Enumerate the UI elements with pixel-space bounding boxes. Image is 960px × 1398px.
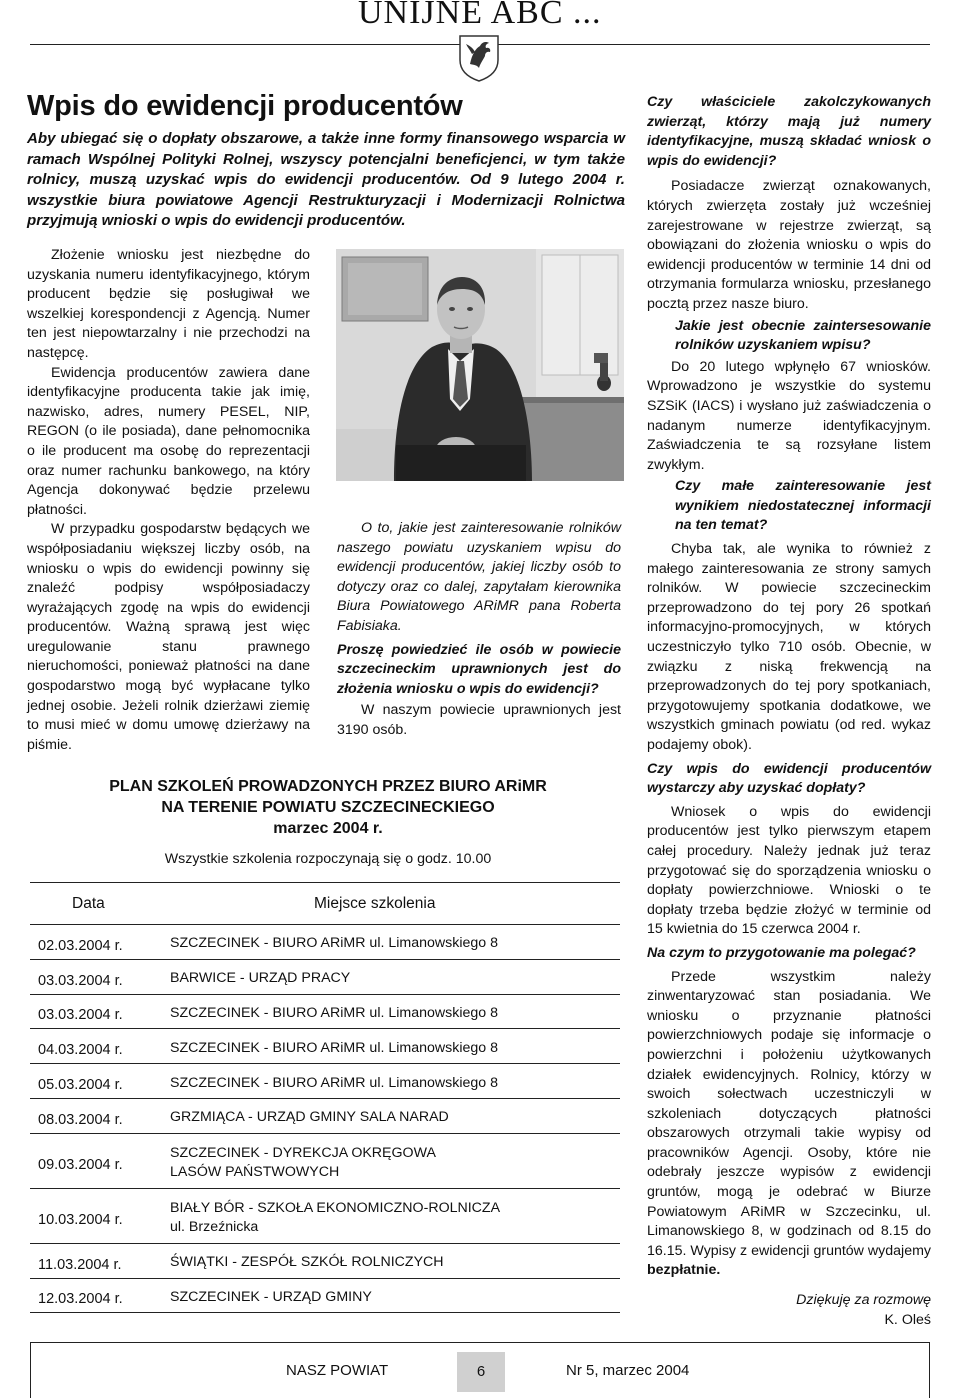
table-header-row <box>30 883 620 925</box>
place-line: SZCZECINEK - DYREKCJA OKRĘGOWA <box>170 1144 436 1161</box>
row-date: 11.03.2004 r. <box>30 1243 166 1278</box>
table-row <box>30 1278 620 1313</box>
column-2 <box>337 519 621 741</box>
author-signature: K. Oleś <box>884 1311 931 1328</box>
row-place <box>166 1278 620 1313</box>
row-date: 03.03.2004 r. <box>30 959 166 994</box>
publication-name: NASZ POWIAT <box>286 1362 389 1379</box>
row-place <box>166 925 620 960</box>
table-row <box>30 994 620 1029</box>
article-lead: Aby ubiegać się o dopłaty obszarowe, a także inne formy finansowego wsparcia w ramach Wspólnej Polityki Rolnej, wszyscy potencjalni beneficjenci, w tym także rolnicy, muszą uzyskać wpis do ewidencji producentów. Od 9 lutego 2004 r. wszystkie biura powiatowe Agencji Restrukturyzacji i Modernizacji Rolnictwa przyjmują wnioski o wpis do ewidencji producentów. <box>27 130 625 229</box>
interview-answer: Do 20 lutego wpłynęło 67 wniosków. Wprowadzono je wszystkie do systemu SZSiK (IACS) i wysłano już zaświadczenia o nadanym numerze identyfikacyjnym. Zaświadczenia te są rozsyłane listem zwykłym. <box>647 358 931 473</box>
row-place <box>166 959 620 994</box>
place-line: LASÓW PAŃSTWOWYCH <box>170 1163 340 1180</box>
interview-answer: Posiadacze zwierząt oznakowanych, których zwierzęta zostały już wcześniej zarejestrowane w rejestrze zwierząt, są obowiązani do złożenia wniosku o wpis do ewidencji producentów w terminie 14 dni od otrzymania formularza wniosku, przesłanego pocztą przez nasze biuro. <box>647 178 931 312</box>
table-row <box>30 1029 620 1064</box>
row-date: 10.03.2004 r. <box>30 1188 166 1243</box>
masthead: UNIJNE ABC ... <box>358 0 602 31</box>
row-place <box>166 1064 620 1099</box>
place-line: ŚWIĄTKI - ZESPÓŁ SZKÓŁ ROLNICZYCH <box>170 1254 444 1271</box>
training-plan-header <box>30 776 626 867</box>
place-line: SZCZECINEK - BIURO ARiMR ul. Limanowskiego 8 <box>170 1004 498 1021</box>
page-number: 6 <box>457 1352 505 1392</box>
plan-subtitle: Wszystkie szkolenia rozpoczynają się o godz. 10.00 <box>164 851 492 867</box>
row-place <box>166 1133 620 1188</box>
interview-intro: O to, jakie jest zainteresowanie rolników naszego powiatu uzyskaniem wpisu do ewidencji producentów, jakiej liczby osób to dotyczy oraz co dalej, zapytałam kierownika Biura Powiatowego ARiMR pana Roberta Fabisiaka. <box>337 520 621 634</box>
interview-question: Jakie jest obecnie zaintersesowanie rolników uzyskaniem wpisu? <box>675 317 931 354</box>
table-row <box>30 1188 620 1243</box>
column-header-date: Data <box>30 883 166 925</box>
place-line: BIAŁY BÓR - SZKOŁA EKONOMICZNO-ROLNICZA <box>170 1199 501 1216</box>
table-row <box>30 1133 620 1188</box>
plan-title-line: PLAN SZKOLEŃ PROWADZONYCH PRZEZ BIURO ARiMR <box>109 778 547 795</box>
place-line: ul. Brzeźnicka <box>170 1218 259 1235</box>
interview-photo <box>336 249 624 481</box>
interview-answer <box>647 968 931 1282</box>
portrait-image <box>336 249 624 481</box>
interview-answer: Wniosek o wpis do ewidencji producentów jest tylko pierwszym etapem całej procedury. Należy jednak już teraz przygotować się do sporządzenia wniosku o dopłaty powierzchniowe. Wnioski o te dopłaty trzeba będzie złożyć w terminie od 15 kwietnia do 15 czerwca 2004 r. <box>647 803 931 938</box>
interview-question: Czy małe zainteresowanie jest wynikiem niedostatecznej informacji na ten temat? <box>675 478 931 534</box>
answer-text: Przede wszystkim należy zinwentaryzować stan posiadania. We wniosku o przyznanie płatności powierzchniowych podaje się informacje o powierzchni i położeniu użytkowanych działek ewidencyjnych. Rolnicy, którzy w swoich sołectwach uczestniczyli w szkoleniach dotyczących płatności obszarowych otrzymali takie wypisy od pracowników Agencji. Osoby, które nie odebrały jeszcze wypisów z ewidencji gruntów, mogą je odebrać w Biurze Powiatowym ARiMR w Szczecinku, ul. Limanowskiego 8, w godzinach od 8.15 do 16.15. Wypisy z ewidencji gruntów wydajemy <box>647 968 931 1259</box>
table-row <box>30 1243 620 1278</box>
place-line: GRZMIĄCA - URZĄD GMINY SALA NARAD <box>170 1109 449 1126</box>
row-date: 02.03.2004 r. <box>30 925 166 960</box>
footer-rule <box>30 1342 930 1343</box>
training-schedule-table <box>30 882 620 1313</box>
place-line: SZCZECINEK - BIURO ARiMR ul. Limanowskiego 8 <box>170 1074 498 1091</box>
interview-question: Czy wpis do ewidencji producentów wystarczy aby uzyskać dopłaty? <box>647 760 931 797</box>
table-row <box>30 1064 620 1099</box>
table-row <box>30 959 620 994</box>
column-header-place: Miejsce szkolenia <box>166 883 620 925</box>
interview-answer: Chyba tak, ale wynika to również z małego zainteresowania ze strony samych rolników. W powiecie szczecineckim przeprowadzono do tej pory 26 spotkań informacyjno-promocyjnych, w których uczestniczyło tylko 710 osób. Obecnie, w związku z niską frekwencją na przeprowadzonych do tej pory spotkaniach, przygotowujemy spotkania dodatkowe, we wszystkich gminach powiatu (od red. wykaz podajemy obok). <box>647 541 931 753</box>
paragraph: W przypadku gospodarstw będących we współposiadaniu większej liczby osób, na wniosku o wpis do ewidencji powinny się znaleźć podpisy współposiadaczy wyrażających zgodę na wpis do ewidencji producentów. Ważną sprawą jest więc uregulowanie stanu prawnego nieruchomości, ponieważ płatności na dane gospodarstwo mogą być wypłacane tylko jednej osobie. Jeżeli rolnik dzierżawi ziemię to musi mieć w domu umowę dzierżawy na piśmie. <box>27 521 310 753</box>
answer-emphasis: bezpłatnie. <box>647 1262 721 1279</box>
plan-title-line: marzec 2004 r. <box>273 820 383 837</box>
closing-thanks: Dziękuję za rozmowę <box>796 1292 931 1309</box>
column-1 <box>27 246 310 755</box>
place-line: SZCZECINEK - BIURO ARiMR ul. Limanowskiego 8 <box>170 935 498 952</box>
interview-question: Czy właściciele zakolczykowanych zwierząt, którzy mają już numery identyfikacyjne, muszą składać wniosk o wpis do ewidencji? <box>647 94 931 169</box>
place-line: SZCZECINEK - URZĄD GMINY <box>170 1288 372 1305</box>
interview-answer: W naszym powiecie uprawnionych jest 3190 osób. <box>337 702 621 738</box>
paragraph: Złożenie wniosku jest niezbędne do uzyskania numeru identyfikacyjnego, którym producent będzie się posługiwał we wszelkiej korespondencji z Agencją. Numer ten jest niepowtarzalny i nie przechodzi na następcę. <box>27 247 310 361</box>
row-date: 04.03.2004 r. <box>30 1029 166 1064</box>
table-row <box>30 1098 620 1133</box>
place-line: BARWICE - URZĄD PRACY <box>170 970 351 987</box>
column-3 <box>647 93 931 1330</box>
article-title: Wpis do ewidencji producentów <box>27 90 463 122</box>
row-place <box>166 994 620 1029</box>
coat-of-arms-icon <box>458 34 500 82</box>
paragraph: Ewidencja producentów zawiera dane identyfikacyjne producenta takie jak imię, nazwisko, adres, numery PESEL, NIP, REGON (o ile posiada), dane pełnomocnika o ile producent ma osobę do reprezentacji oraz numer rachunku bankowego, na który Agencja dokonywać będzie przelewu płatności. <box>27 364 310 518</box>
row-date: 12.03.2004 r. <box>30 1278 166 1313</box>
row-date: 09.03.2004 r. <box>30 1133 166 1188</box>
row-date: 03.03.2004 r. <box>30 994 166 1029</box>
interview-question: Proszę powiedzieć ile osób w powiecie szczecineckim uprawnionych jest do złożenia wniosku o wpis do ewidencji? <box>337 641 621 697</box>
row-date: 08.03.2004 r. <box>30 1098 166 1133</box>
row-place <box>166 1098 620 1133</box>
row-date: 05.03.2004 r. <box>30 1064 166 1099</box>
table-row <box>30 925 620 960</box>
footer-frame-left <box>30 1342 31 1398</box>
issue-info: Nr 5, marzec 2004 <box>566 1362 690 1379</box>
footer-frame-right <box>929 1342 930 1398</box>
interview-question: Na czym to przygotowanie ma polegać? <box>647 944 916 961</box>
row-place <box>166 1243 620 1278</box>
row-place <box>166 1188 620 1243</box>
row-place <box>166 1029 620 1064</box>
place-line: SZCZECINEK - BIURO ARiMR ul. Limanowskiego 8 <box>170 1039 498 1056</box>
plan-title-line: NA TERENIE POWIATU SZCZECINECKIEGO <box>161 799 495 816</box>
